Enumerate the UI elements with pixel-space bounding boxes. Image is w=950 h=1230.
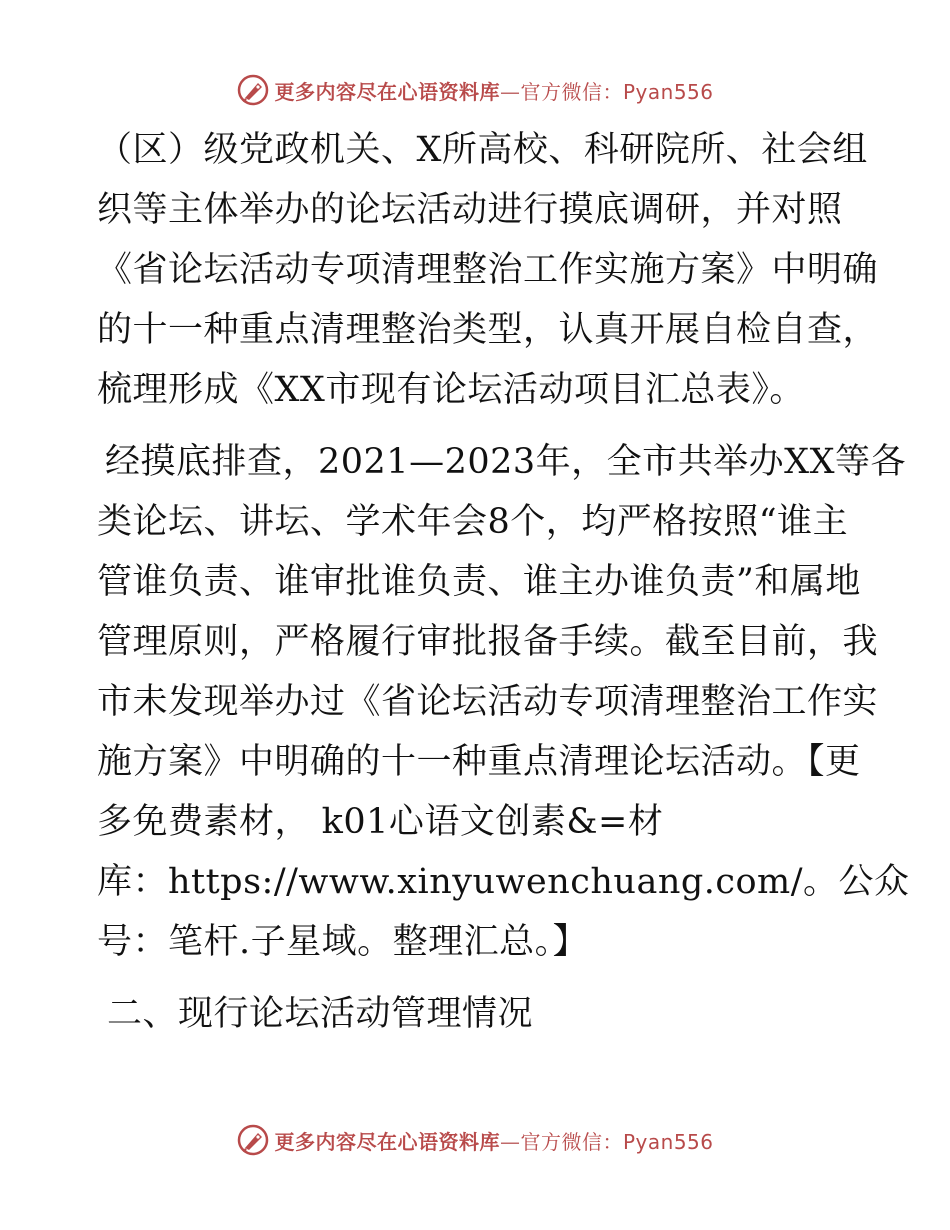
header-banner <box>0 70 950 110</box>
text-line: （区）级党政机关、X所高校、科研院所、社会组 <box>97 130 868 170</box>
text-line: 号：笔杆.子星域。整理汇总。】 <box>97 922 589 962</box>
section-heading: 二、现行论坛活动管理情况 <box>107 994 534 1034</box>
text-line: 管理原则，严格履行审批报备手续。截至目前，我 <box>97 622 879 662</box>
footer-official-label: 官方微信： <box>520 1129 623 1154</box>
footer-brand: 更多内容尽在心语资料库 <box>274 1129 500 1154</box>
text-line: 库：https://www.xinyuwenchuang.com/。公众 <box>97 862 910 902</box>
banner-text <box>274 1126 713 1155</box>
banner-official-label: 官方微信： <box>520 79 623 104</box>
text-line: 施方案》中明确的十一种重点清理论坛活动。【更 <box>97 742 861 782</box>
banner-brand: 更多内容尽在心语资料库 <box>274 79 500 104</box>
document-body <box>97 120 910 1044</box>
banner-wechat-id: Pyan556 <box>622 79 714 104</box>
banner-text <box>274 76 713 105</box>
pen-nib-icon <box>236 73 270 107</box>
pen-nib-icon <box>236 1123 270 1157</box>
text-line: 织等主体举办的论坛活动进行摸底调研，并对照 <box>97 190 843 230</box>
text-line: 的十一种重点清理整治类型，认真开展自检自查， <box>97 310 879 350</box>
footer-banner <box>0 1120 950 1160</box>
text-line: 市未发现举办过《省论坛活动专项清理整治工作实 <box>97 682 879 722</box>
footer-separator: — <box>499 1129 521 1154</box>
footer-wechat-id: Pyan556 <box>622 1129 714 1154</box>
text-line: 梳理形成《XX市现有论坛活动项目汇总表》。 <box>97 370 805 410</box>
paragraph-2 <box>97 432 910 972</box>
text-line: 多免费素材， k01心语文创素&=材 <box>97 802 664 842</box>
text-line: 经摸底排查，2021—2023年，全市共举办XX等各 <box>105 442 906 482</box>
paragraph-1 <box>97 120 879 420</box>
banner-separator: — <box>499 79 521 104</box>
text-line: 管谁负责、谁审批谁负责、谁主办谁负责”和属地 <box>97 562 861 602</box>
text-line: 类论坛、讲坛、学术年会8个，均严格按照“谁主 <box>97 502 849 542</box>
text-line: 《省论坛活动专项清理整治工作实施方案》中明确 <box>97 250 879 290</box>
